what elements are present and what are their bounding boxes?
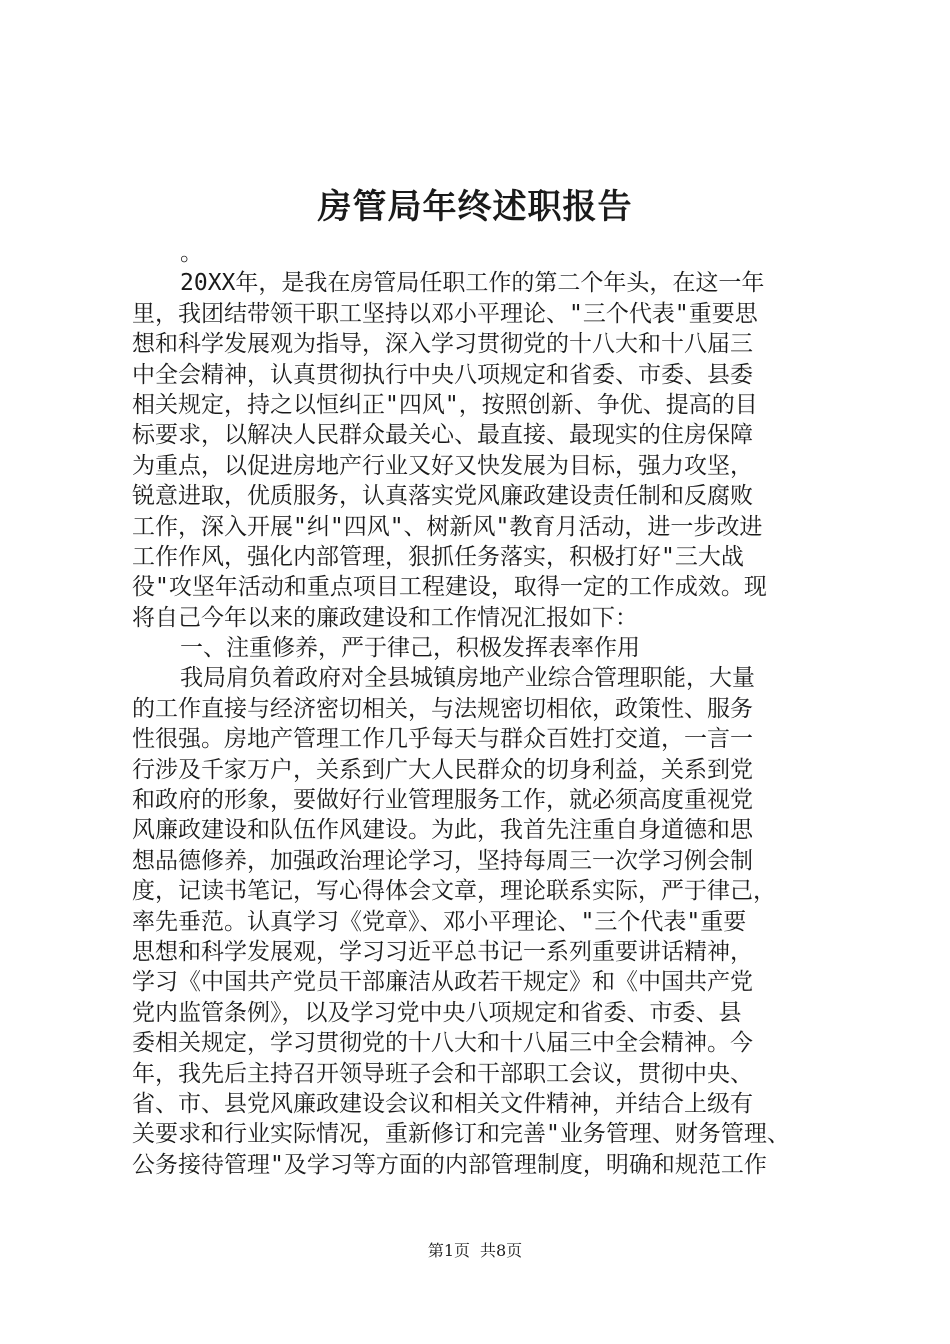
text-line: 一、注重修养，严于律己，积极发挥表率作用	[180, 635, 640, 662]
text-line: 里，我团结带领干职工坚持以邓小平理论、"三个代表"重要思	[132, 300, 758, 327]
page-number: 第1页	[427, 1241, 470, 1260]
document-title: 房管局年终述职报告	[317, 187, 633, 227]
page-total: 共8页	[480, 1241, 523, 1260]
text-line: 将自己今年以来的廉政建设和工作情况汇报如下：	[132, 604, 638, 631]
text-line: 性很强。房地产管理工作几乎每天与群众百姓打交道，一言一	[132, 726, 753, 753]
text-line: 20XX年，是我在房管局任职工作的第二个年头，在这一年	[180, 270, 765, 297]
text-line: 工作作风，强化内部管理，狠抓任务落实，积极打好"三大战	[132, 543, 744, 570]
text-line: 中全会精神，认真贯彻执行中央八项规定和省委、市委、县委	[132, 361, 753, 388]
text-line: 我局肩负着政府对全县城镇房地产业综合管理职能，大量	[180, 665, 755, 692]
text-line: 想品德修养，加强政治理论学习，坚持每周三一次学习例会制	[132, 847, 753, 874]
text-line: 年，我先后主持召开领导班子会和干部职工会议，贯彻中央、	[132, 1060, 753, 1087]
text-line: 关要求和行业实际情况，重新修订和完善"业务管理、财务管理、	[132, 1121, 790, 1148]
text-line: 锐意进取，优质服务，认真落实党风廉政建设责任制和反腐败	[132, 483, 753, 510]
text-line: 标要求，以解决人民群众最关心、最直接、最现实的住房保障	[132, 422, 753, 449]
text-line: 为重点，以促进房地产行业又好又快发展为目标，强力攻坚，	[132, 452, 753, 479]
text-line: 役"攻坚年活动和重点项目工程建设，取得一定的工作成效。现	[132, 574, 767, 601]
document-body	[132, 238, 832, 1180]
text-line: 党内监管条例》，以及学习党中央八项规定和省委、市委、县	[132, 999, 742, 1026]
text-line: 和政府的形象，要做好行业管理服务工作，就必须高度重视党	[132, 787, 753, 814]
text-line: 的工作直接与经济密切相关，与法规密切相依，政策性、服务	[132, 695, 753, 722]
text-line: 行涉及千家万户，关系到广大人民群众的切身利益，关系到党	[132, 756, 753, 783]
text-line: 。	[180, 240, 203, 266]
text-line: 委相关规定，学习贯彻党的十八大和十八届三中全会精神。今	[132, 1030, 753, 1057]
text-line: 率先垂范。认真学习《党章》、邓小平理论、"三个代表"重要	[132, 908, 747, 935]
text-line: 风廉政建设和队伍作风建设。为此，我首先注重自身道德和思	[132, 817, 753, 844]
text-line: 工作，深入开展"纠"四风"、树新风"教育月活动，进一步改进	[132, 513, 763, 540]
page-footer	[0, 1240, 950, 1262]
text-line: 度，记读书笔记，写心得体会文章，理论联系实际，严于律己，	[132, 878, 776, 905]
text-line: 公务接待管理"及学习等方面的内部管理制度，明确和规范工作	[132, 1151, 767, 1178]
text-line: 相关规定，持之以恒纠正"四风"，按照创新、争优、提高的目	[132, 391, 758, 418]
text-line: 省、市、县党风廉政建设会议和相关文件精神，并结合上级有	[132, 1090, 753, 1117]
text-line: 想和科学发展观为指导，深入学习贯彻党的十八大和十八届三	[132, 331, 753, 358]
text-line: 学习《中国共产党员干部廉洁从政若干规定》和《中国共产党	[132, 969, 753, 996]
text-line: 思想和科学发展观，学习习近平总书记一系列重要讲话精神，	[132, 938, 753, 965]
